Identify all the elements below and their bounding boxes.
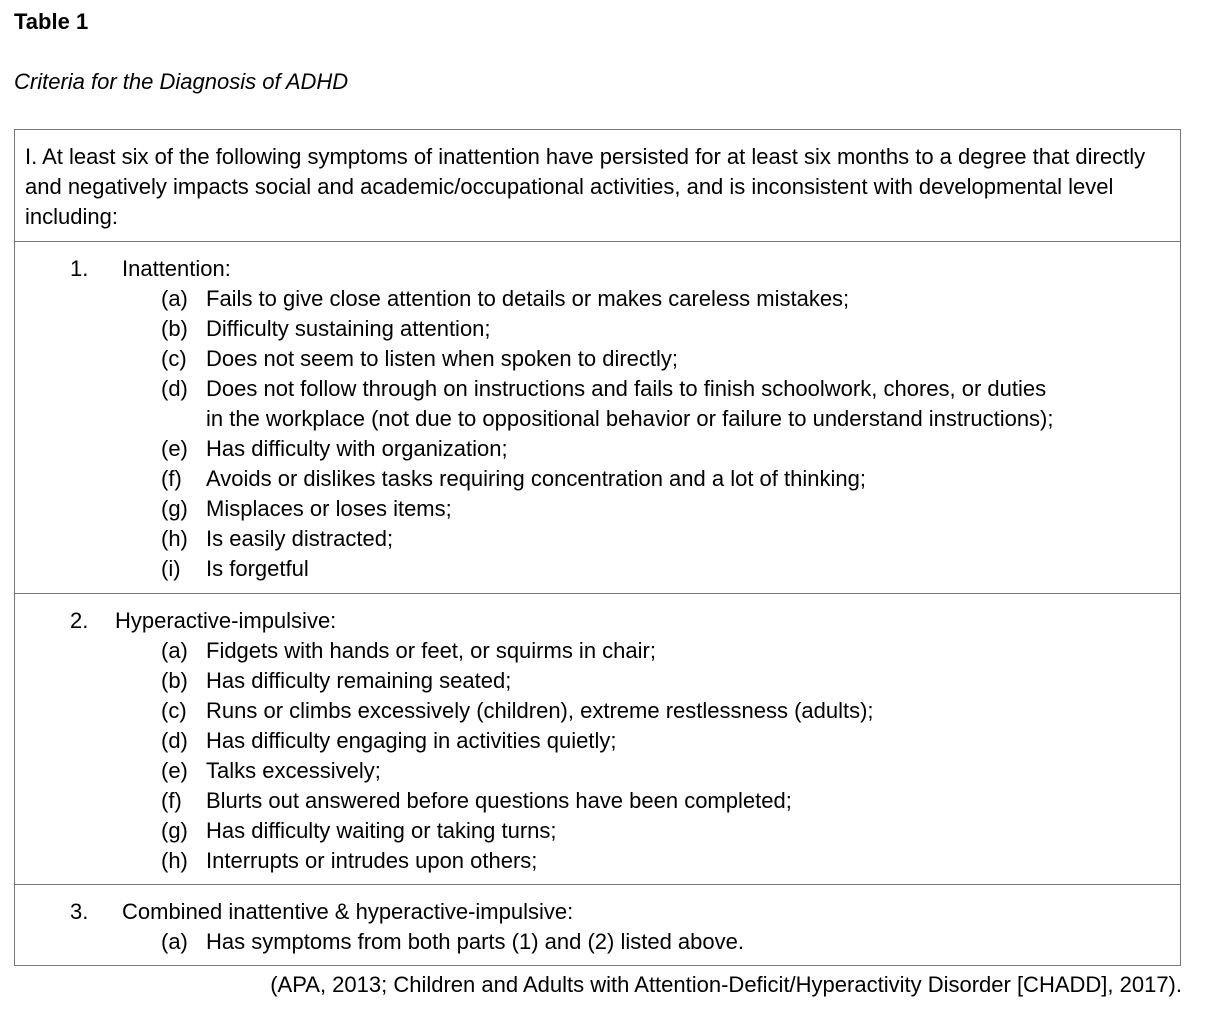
table-label: Table 1 <box>14 9 89 34</box>
item-letter: (c) <box>161 698 187 723</box>
item-text: Avoids or dislikes tasks requiring concentration and a lot of thinking; <box>206 466 866 491</box>
item-text: Does not seem to listen when spoken to directly; <box>206 346 679 371</box>
intro-cell: I. At least six of the following symptoms of inattention have persisted for at least six months to a degree that directly and negatively impacts social and academic/occupational activities, and is inconsistent with developmental level including: <box>25 144 1146 229</box>
item-letter: (a) <box>161 638 188 663</box>
item-text: Has difficulty with organization; <box>206 436 508 461</box>
item-letter: (b) <box>161 668 188 693</box>
table-title: Criteria for the Diagnosis of ADHD <box>14 69 349 94</box>
item-letter: (h) <box>161 526 188 551</box>
citation: (APA, 2013; Children and Adults with Attention-Deficit/Hyperactivity Disorder [CHADD], 2017). <box>270 972 1182 997</box>
item-text: Misplaces or loses items; <box>206 496 452 521</box>
section-number: 1. <box>70 256 89 281</box>
item-letter: (d) <box>161 728 188 753</box>
section-combined <box>15 884 1180 965</box>
item-letter: (h) <box>161 848 188 873</box>
section-number: 2. <box>70 608 89 633</box>
section-inattention <box>15 241 1180 593</box>
item-letter: (a) <box>161 286 188 311</box>
item-letter: (g) <box>161 496 188 521</box>
item-letter: (d) <box>161 376 188 401</box>
item-letter: (i) <box>161 556 181 581</box>
item-letter: (a) <box>161 929 188 954</box>
item-text: Has difficulty remaining seated; <box>206 668 512 693</box>
section-heading: Combined inattentive & hyperactive-impulsive: <box>122 899 574 924</box>
item-text: Has symptoms from both parts (1) and (2) listed above. <box>206 929 744 954</box>
item-letter: (e) <box>161 758 188 783</box>
section-heading: Hyperactive-impulsive: <box>115 608 337 633</box>
item-text: Has difficulty engaging in activities quietly; <box>206 728 617 753</box>
item-text: Has difficulty waiting or taking turns; <box>206 818 557 843</box>
item-text: Interrupts or intrudes upon others; <box>206 848 538 873</box>
item-text: Is easily distracted; <box>206 526 394 551</box>
item-letter: (e) <box>161 436 188 461</box>
item-letter: (f) <box>161 466 182 491</box>
item-text: Fails to give close attention to details or makes careless mistakes; <box>206 286 850 311</box>
section-heading: Inattention: <box>122 256 231 281</box>
item-text: Runs or climbs excessively (children), extreme restlessness (adults); <box>206 698 874 723</box>
item-text: Does not follow through on instructions and fails to finish schoolwork, chores, or duties <box>206 376 1047 401</box>
item-text: Talks excessively; <box>206 758 381 783</box>
item-text: Fidgets with hands or feet, or squirms in chair; <box>206 638 656 663</box>
item-letter: (c) <box>161 346 187 371</box>
item-letter: (b) <box>161 316 188 341</box>
item-letter: (f) <box>161 788 182 813</box>
criteria-table <box>14 129 1181 966</box>
item-text: in the workplace (not due to oppositional behavior or failure to understand instructions); <box>206 406 1054 431</box>
item-letter: (g) <box>161 818 188 843</box>
section-hyperactive-impulsive <box>15 593 1180 884</box>
item-text: Is forgetful <box>206 556 309 581</box>
item-text: Blurts out answered before questions have been completed; <box>206 788 792 813</box>
section-number: 3. <box>70 899 89 924</box>
item-text: Difficulty sustaining attention; <box>206 316 491 341</box>
